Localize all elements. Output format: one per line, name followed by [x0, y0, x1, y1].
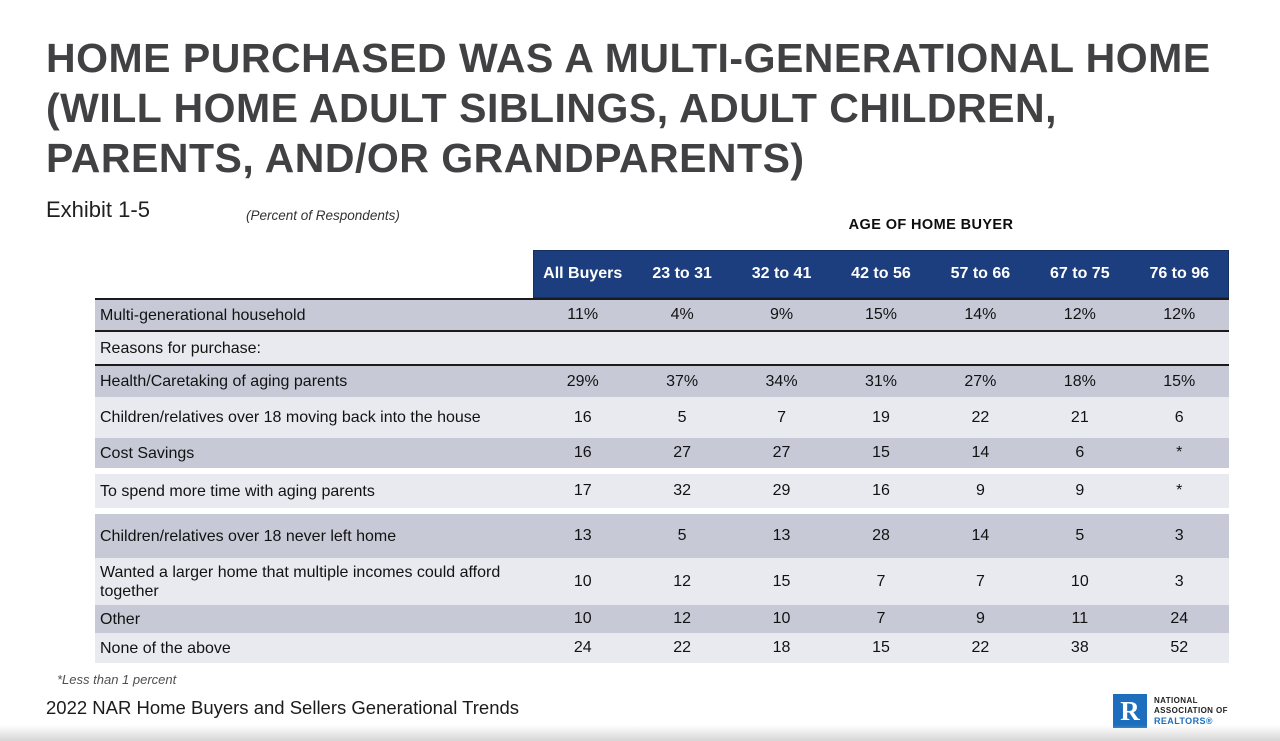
row-value: 24	[573, 639, 592, 656]
row-label: Other	[100, 610, 141, 628]
row-value: 7	[975, 572, 985, 590]
column-header: 57 to 66	[950, 265, 1011, 282]
row-label: Health/Caretaking of aging parents	[100, 373, 348, 390]
row-value: 16	[872, 482, 890, 499]
row-value: 14	[971, 527, 990, 544]
logo-text-line3: REALTORS®	[1154, 715, 1213, 726]
row-label: None of the above	[100, 639, 231, 657]
column-header: 23 to 31	[652, 265, 712, 282]
row-value: 5	[677, 527, 687, 544]
table-row	[95, 474, 1229, 508]
row-value: 15	[872, 444, 890, 461]
row-value: 9	[975, 610, 985, 627]
nar-logo	[1113, 694, 1228, 728]
column-header: 42 to 56	[851, 265, 911, 282]
table-row	[95, 298, 1229, 332]
page-title-line-1: HOME PURCHASED WAS A MULTI-GENERATIONAL HOME	[46, 35, 1211, 81]
row-value: 15%	[1163, 372, 1196, 390]
row-value: 34%	[765, 372, 798, 390]
row-value: 32	[673, 482, 692, 499]
row-value: 12	[673, 610, 692, 627]
row-value: 29%	[566, 372, 599, 390]
row-value: 38	[1070, 639, 1089, 656]
table-row	[95, 438, 1229, 468]
table-header-row	[533, 250, 1229, 298]
row-value: *	[1176, 482, 1183, 499]
realtor-r-icon	[1113, 694, 1147, 728]
row-label: Children/relatives over 18 moving back into the house	[100, 409, 481, 426]
column-header: 67 to 75	[1050, 265, 1110, 282]
source-line: 2022 NAR Home Buyers and Sellers Generational Trends	[46, 697, 520, 718]
row-value: 5	[1075, 527, 1085, 544]
row-value: 37%	[666, 372, 699, 390]
row-value: 17	[573, 482, 592, 499]
row-value: 4%	[670, 306, 694, 323]
row-label: Wanted a larger home that multiple incomes could afford together	[100, 563, 501, 600]
row-label: Cost Savings	[100, 444, 195, 462]
row-value: 6	[1075, 444, 1085, 461]
realtor-r-letter: R	[1120, 695, 1140, 726]
row-value: 11%	[567, 306, 599, 323]
row-value: 12%	[1163, 306, 1196, 323]
row-value: 13	[772, 527, 791, 544]
table-row	[95, 605, 1229, 633]
row-value: 12%	[1063, 306, 1096, 323]
row-value: 16	[573, 444, 592, 461]
column-header: 32 to 41	[751, 265, 812, 282]
row-label: Multi-generational household	[100, 306, 306, 324]
table-row	[95, 397, 1229, 438]
row-value: 22	[971, 639, 990, 656]
row-value: 22	[673, 639, 692, 656]
row-value: 29	[772, 482, 791, 499]
row-value: 27	[772, 444, 791, 461]
logo-text-line2: ASSOCIATION OF	[1154, 705, 1228, 715]
row-value: 52	[1170, 639, 1189, 656]
row-value: 7	[876, 572, 886, 590]
row-value: 9	[975, 482, 985, 499]
page-title	[46, 33, 1276, 183]
row-value: 27%	[964, 372, 997, 390]
row-value: 6	[1174, 408, 1184, 426]
row-value: 7	[777, 408, 786, 426]
exhibit-label: Exhibit 1-5	[46, 197, 150, 222]
row-value: 9	[1075, 482, 1085, 499]
row-value: 3	[1174, 572, 1184, 590]
age-of-home-buyer-label: AGE OF HOME BUYER	[848, 217, 1014, 233]
row-value: 7	[876, 610, 886, 627]
row-value: 9%	[769, 306, 794, 323]
row-value: 10	[772, 610, 791, 627]
column-header: 76 to 96	[1149, 265, 1210, 282]
page-title-line-2: (WILL HOME ADULT SIBLINGS, ADULT CHILDREN,	[46, 85, 1057, 131]
row-value: 10	[1070, 572, 1089, 590]
table-row	[95, 514, 1229, 558]
row-value: 21	[1070, 408, 1089, 426]
table-row	[95, 633, 1229, 663]
row-value: 31%	[864, 372, 897, 390]
table-row	[95, 558, 1229, 605]
row-value: 28	[872, 527, 890, 544]
row-value: 27	[673, 444, 692, 461]
row-value: 3	[1174, 527, 1184, 544]
row-label: Children/relatives over 18 never left home	[100, 527, 397, 545]
data-table	[95, 298, 1229, 663]
logo-text-line1: NATIONAL	[1154, 695, 1198, 705]
bottom-gradient	[0, 725, 1280, 741]
section-row	[95, 332, 1229, 366]
row-value: 14	[971, 444, 990, 461]
row-value: 12	[673, 572, 692, 590]
page-title-line-3: PARENTS, AND/OR GRANDPARENTS)	[46, 135, 805, 181]
row-value: 24	[1170, 610, 1189, 627]
row-label: To spend more time with aging parents	[100, 482, 375, 500]
column-header: All Buyers	[543, 265, 623, 282]
row-value: 14%	[964, 306, 997, 323]
row-value: *	[1176, 444, 1183, 461]
nar-logo-text	[1154, 696, 1228, 727]
table-row	[95, 366, 1229, 397]
footnote: *Less than 1 percent	[57, 672, 177, 687]
row-value: 22	[971, 408, 990, 426]
row-value: 18%	[1063, 372, 1096, 390]
row-label: Reasons for purchase:	[100, 339, 261, 357]
row-value: 5	[677, 408, 687, 426]
row-value: 11	[1071, 610, 1089, 627]
row-value: 15	[772, 572, 791, 590]
row-value: 10	[573, 572, 592, 590]
row-value: 15	[872, 639, 890, 656]
percent-of-respondents-note: (Percent of Respondents)	[246, 208, 400, 223]
row-value: 18	[772, 639, 791, 656]
row-value: 15%	[864, 306, 897, 323]
row-value: 13	[573, 527, 592, 544]
row-value: 10	[573, 610, 592, 627]
row-value: 16	[573, 408, 592, 426]
row-value: 19	[872, 408, 890, 426]
